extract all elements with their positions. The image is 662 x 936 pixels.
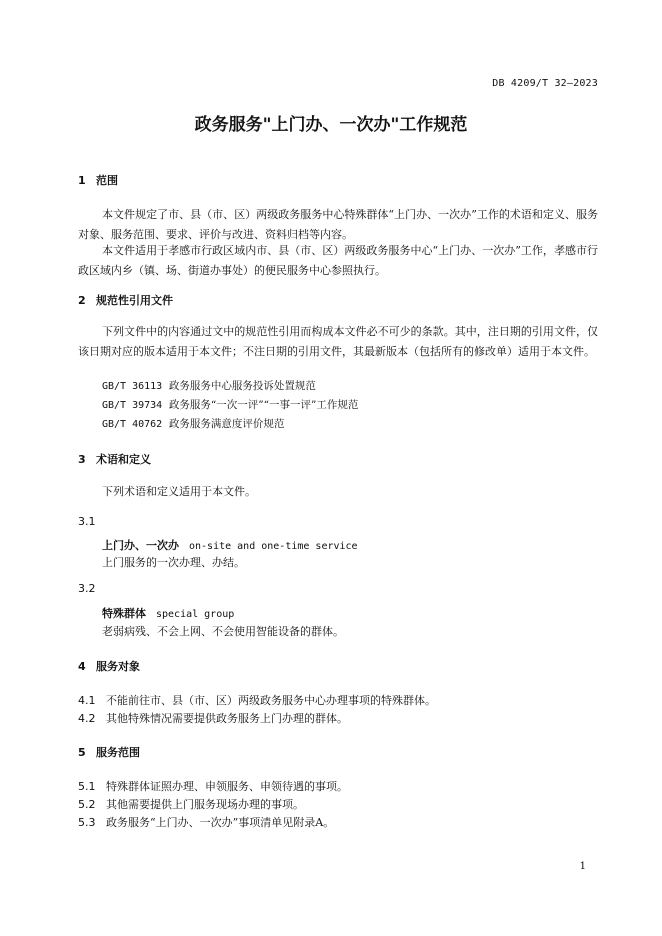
reference-title: 政务服务中心服务投诉处置规范 <box>168 380 316 392</box>
section-title: 服务范围 <box>96 746 140 759</box>
term-english: on-site and one-time service <box>189 541 358 552</box>
section-5-heading <box>78 744 140 760</box>
section-title: 术语和定义 <box>96 453 151 466</box>
section-4-heading <box>78 658 140 674</box>
list-item <box>78 814 334 830</box>
standard-code: DB 4209/T 32—2023 <box>492 78 598 89</box>
term-chinese: 上门办、一次办 <box>102 539 179 552</box>
item-number: 5.2 <box>78 798 96 811</box>
term-entry <box>102 605 234 621</box>
section-number: 2 <box>78 294 86 307</box>
reference-title: 政务服务“一次一评”“一事一评”工作规范 <box>168 399 359 411</box>
term-number: 3.2 <box>78 582 96 595</box>
section-title: 规范性引用文件 <box>96 294 173 307</box>
item-number: 4.1 <box>78 694 96 707</box>
term-number: 3.1 <box>78 515 96 528</box>
term-definition: 老弱病残、不会上网、不会使用智能设备的群体。 <box>102 625 344 638</box>
page-number: 1 <box>579 861 586 872</box>
reference-item <box>102 397 358 412</box>
list-item <box>78 710 348 726</box>
section-3-para: 下列术语和定义适用于本文件。 <box>102 485 256 498</box>
reference-code: GB/T 36113 <box>102 381 163 392</box>
term-chinese: 特殊群体 <box>102 607 146 620</box>
section-title: 范围 <box>96 174 118 187</box>
section-1-heading <box>78 172 118 188</box>
section-number: 3 <box>78 453 86 466</box>
item-number: 5.1 <box>78 780 96 793</box>
section-1-para-2: 本文件适用于孝感市行政区域内市、县（市、区）两级政务服务中心“上门办、一次办”工作，孝感市行政区域内乡（镇、场、街道办事处）的便民服务中心参照执行。 <box>78 244 598 277</box>
section-2-para: 下列文件中的内容通过文中的规范性引用而构成本文件必不可少的条款。其中，注日期的引用文件，仅该日期对应的版本适用于本文件；不注日期的引用文件，其最新版本（包括所有的修改单）适用于本文件。 <box>78 325 598 358</box>
document-title: 政务服务"上门办、一次办"工作规范 <box>194 115 468 135</box>
term-english: special group <box>156 609 235 620</box>
reference-title: 政务服务满意度评价规范 <box>168 418 285 430</box>
section-title: 服务对象 <box>96 660 140 673</box>
section-number: 1 <box>78 174 86 187</box>
term-entry <box>102 537 358 553</box>
section-3-heading <box>78 451 151 467</box>
reference-code: GB/T 40762 <box>102 419 163 430</box>
reference-item <box>102 416 284 431</box>
term-definition: 上门服务的一次办理、办结。 <box>102 556 245 569</box>
item-text: 不能前往市、县（市、区）两级政务服务中心办理事项的特殊群体。 <box>106 694 436 707</box>
item-text: 其他需要提供上门服务现场办理的事项。 <box>106 798 304 811</box>
section-1-para-1: 本文件规定了市、县（市、区）两级政务服务中心特殊群体“上门办、一次办”工作的术语和定义、服务对象、服务范围、要求、评价与改进、资料归档等内容。 <box>78 208 598 241</box>
item-number: 5.3 <box>78 816 96 829</box>
list-item <box>78 692 436 708</box>
item-text: 其他特殊情况需要提供政务服务上门办理的群体。 <box>106 712 348 725</box>
section-2-heading <box>78 292 173 308</box>
item-text: 政务服务“上门办、一次办”事项清单见附录A。 <box>106 816 335 829</box>
list-item <box>78 778 348 794</box>
item-number: 4.2 <box>78 712 96 725</box>
reference-item <box>102 378 316 393</box>
section-number: 4 <box>78 660 86 673</box>
list-item <box>78 796 304 812</box>
section-number: 5 <box>78 746 86 759</box>
reference-code: GB/T 39734 <box>102 400 163 411</box>
item-text: 特殊群体证照办理、申领服务、申领待遇的事项。 <box>106 780 348 793</box>
